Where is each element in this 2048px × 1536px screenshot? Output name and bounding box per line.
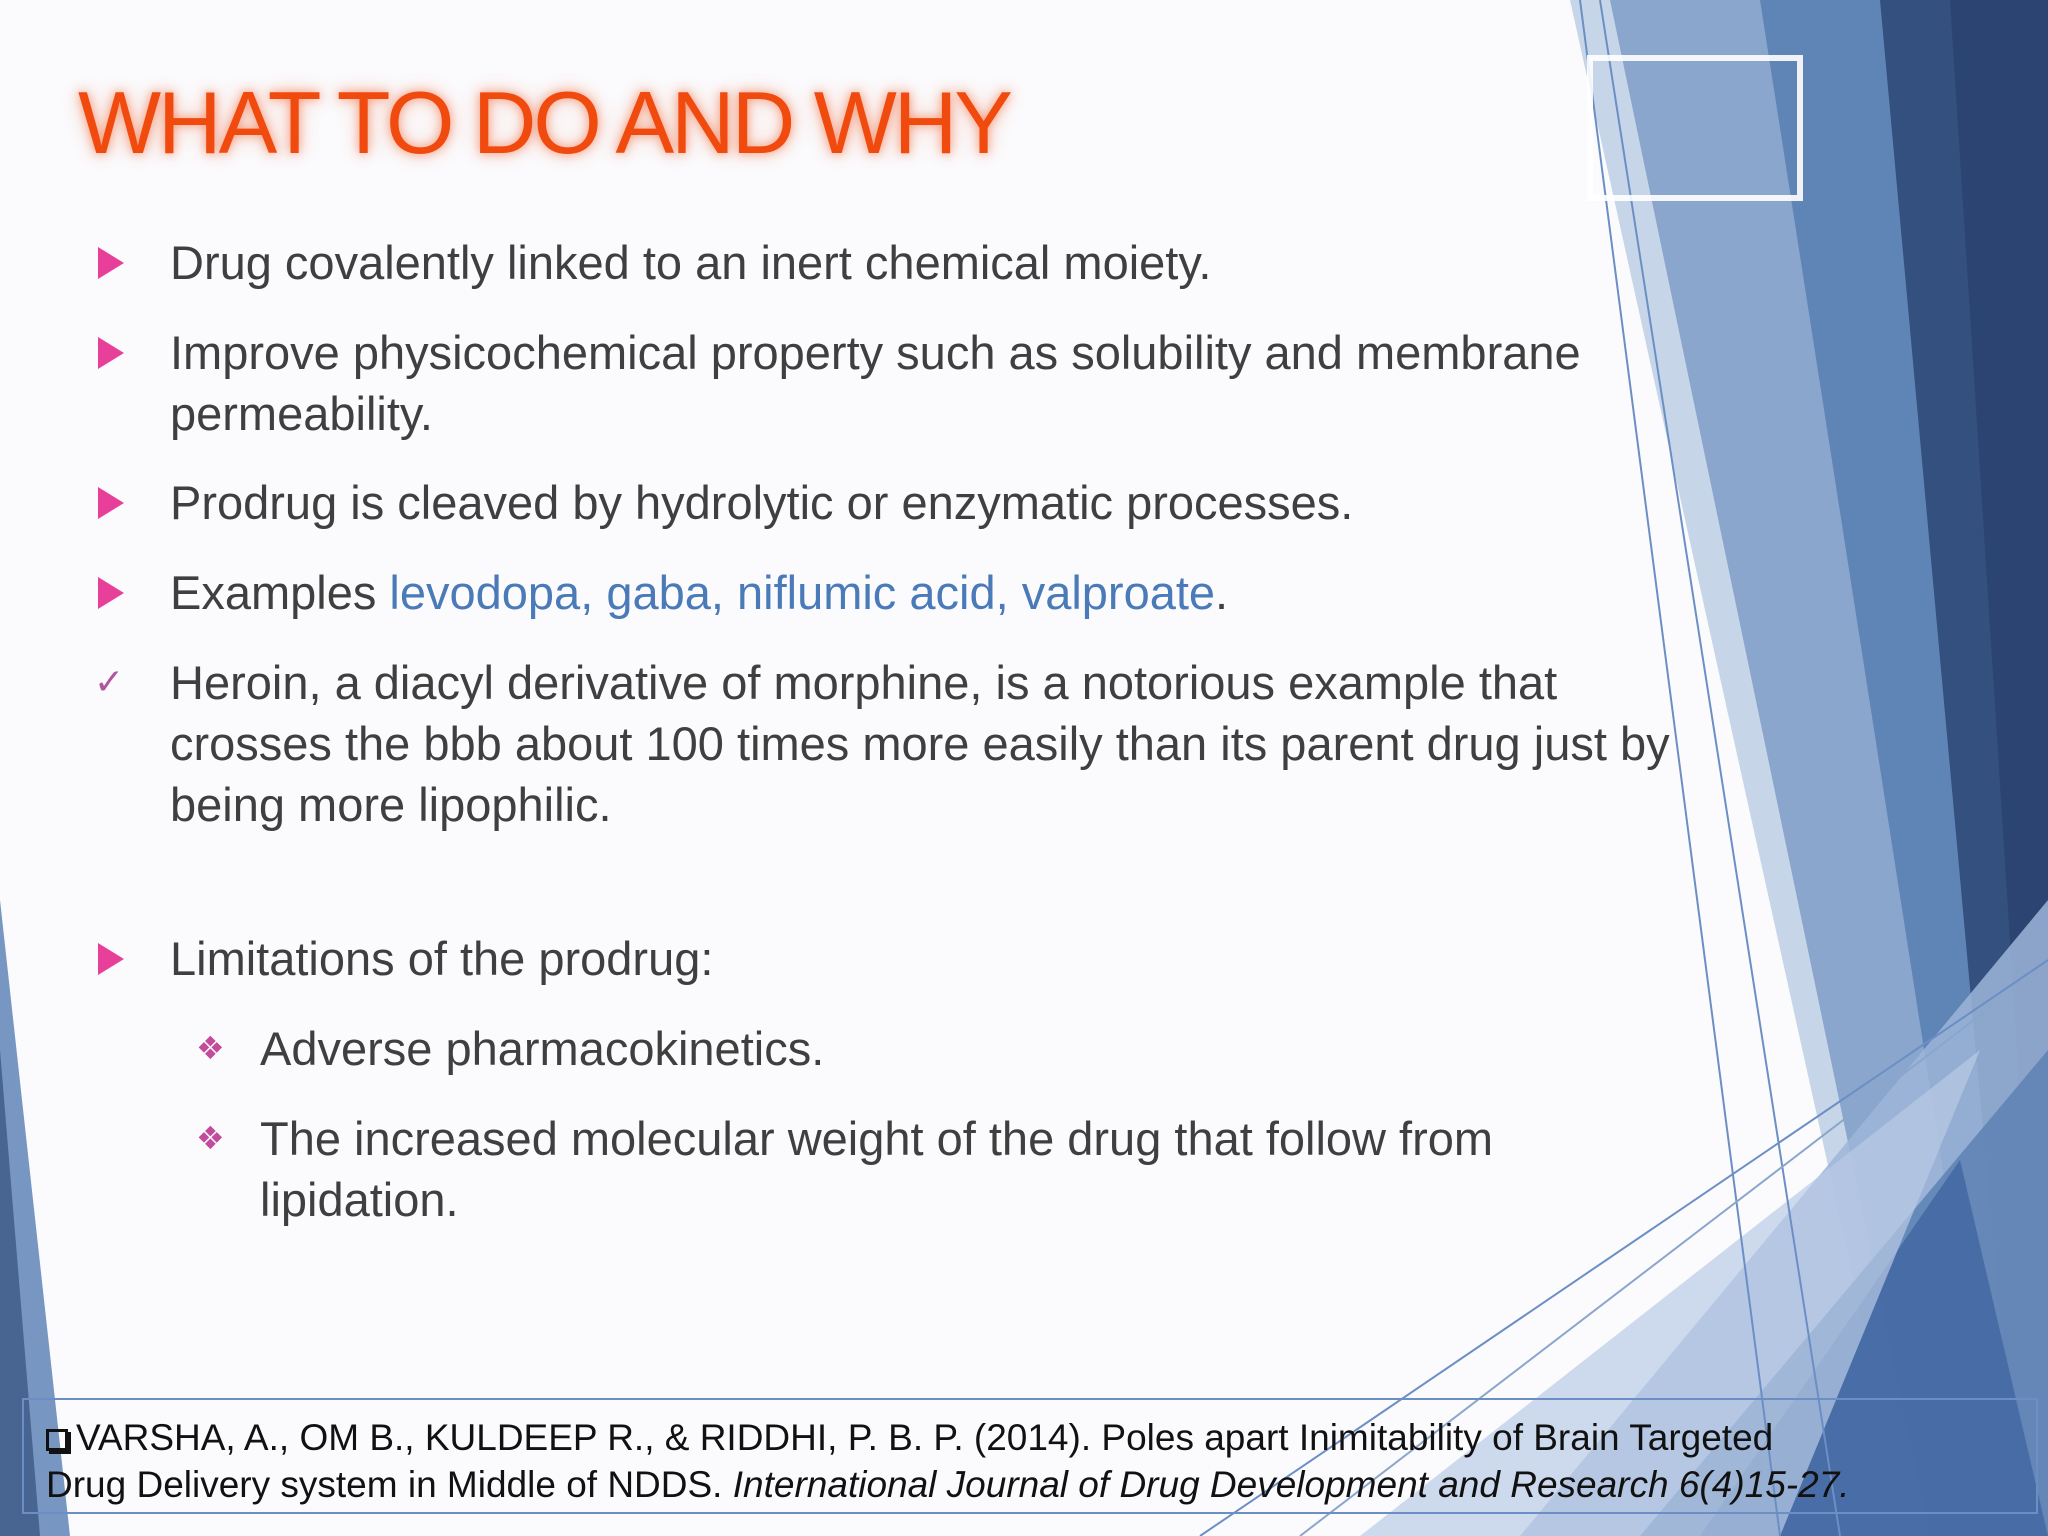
bullet-item-6: Limitations of the prodrug: [170, 928, 1870, 989]
sub-bullet-item-1: ❖ Adverse pharmacokinetics. [260, 1018, 1860, 1079]
reference-line-1: VARSHA, A., OM B., KULDEEP R., & RIDDHI, P. B. P. (2014). Poles apart Inimitability of Brain Targeted [76, 1417, 1774, 1458]
diamond-bullet-icon: ❖ [196, 1029, 225, 1067]
checkmark-bullet-icon: ✓ [94, 662, 125, 703]
checkbox-bullet-icon [46, 1429, 68, 1451]
triangle-bullet-icon [98, 943, 124, 975]
triangle-bullet-icon [98, 577, 124, 609]
triangle-bullet-icon [98, 337, 124, 369]
triangle-bullet-icon [98, 487, 124, 519]
reference-line-2: Drug Delivery system in Middle of NDDS. [46, 1464, 733, 1505]
slide-title: WHAT TO DO AND WHY [78, 73, 1011, 172]
bullet-item-5: ✓ Heroin, a diacyl derivative of morphine, is a notorious example that crosses the bbb about 100 times more easily than its parent drug just by being more lipophilic. [170, 652, 1870, 835]
reference-journal: International Journal of Drug Development and Research 6(4)15-27. [732, 1464, 1850, 1505]
diamond-bullet-icon: ❖ [196, 1119, 225, 1157]
bullet-item-1: Drug covalently linked to an inert chemical moiety. [170, 232, 1870, 293]
bullet-item-4: Examples levodopa, gaba, niflumic acid, valproate. [170, 562, 1870, 623]
reference-box [22, 1398, 2038, 1514]
sub-bullet-item-2: ❖ The increased molecular weight of the drug that follow from lipidation. [260, 1108, 1860, 1230]
triangle-bullet-icon [98, 247, 124, 279]
bullet-item-3: Prodrug is cleaved by hydrolytic or enzymatic processes. [170, 472, 1870, 533]
bullet-item-2: Improve physicochemical property such as solubility and membrane permeability. [170, 322, 1870, 444]
examples-highlight: levodopa, gaba, niflumic acid, valproate [389, 566, 1216, 619]
